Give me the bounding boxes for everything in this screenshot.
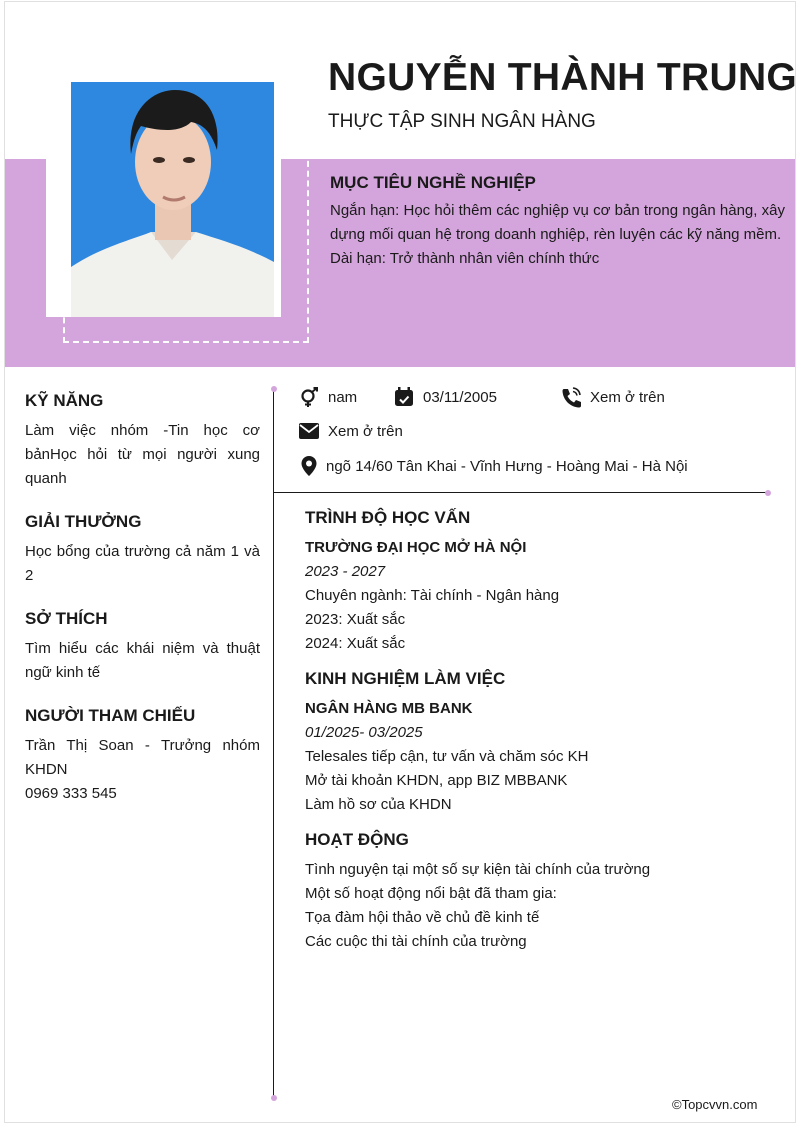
calendar-icon — [393, 386, 415, 408]
education-period: 2023 - 2027 — [305, 563, 386, 580]
location-icon — [298, 455, 320, 477]
awards-text: Học bổng của trường cả năm 1 và 2 — [25, 543, 260, 584]
candidate-name: NGUYỄN THÀNH TRUNG — [328, 56, 798, 99]
hobbies-title: SỞ THÍCH — [25, 609, 108, 628]
footer-credit[interactable]: ©Topcvvn.com — [672, 1097, 758, 1112]
phone-value: Xem ở trên — [590, 388, 665, 406]
contact-email — [298, 420, 403, 442]
activities-line: Các cuộc thi tài chính của trường — [305, 933, 527, 950]
contact-divider — [274, 492, 768, 493]
address-value: ngõ 14/60 Tân Khai - Vĩnh Hưng - Hoàng Mai - Hà Nội — [326, 457, 688, 475]
experience-title: KINH NGHIỆM LÀM VIỆC — [305, 669, 506, 688]
hobbies-text: Tìm hiểu các khái niệm và thuật ngữ kinh tế — [25, 640, 260, 681]
awards-title: GIẢI THƯỞNG — [25, 512, 142, 531]
education-section — [305, 508, 775, 656]
profile-photo — [71, 82, 274, 317]
activities-title: HOẠT ĐỘNG — [305, 830, 409, 849]
contact-gender — [298, 386, 357, 408]
activities-line: Tình nguyện tại một số sự kiện tài chính của trường — [305, 861, 651, 878]
education-line: 2023: Xuất sắc — [305, 611, 406, 628]
column-divider — [273, 389, 274, 1098]
left-column — [25, 391, 260, 827]
experience-line: Mở tài khoản KHDN, app BIZ MBBANK — [305, 772, 568, 789]
activities-line: Một số hoạt động nổi bật đã tham gia: — [305, 885, 557, 902]
reference-person: Trần Thị Soan - Trưởng nhóm KHDN — [25, 737, 260, 778]
education-title: TRÌNH ĐỘ HỌC VẤN — [305, 508, 471, 527]
email-icon — [298, 420, 320, 442]
gender-value: nam — [328, 388, 358, 406]
skills-title: KỸ NĂNG — [25, 391, 104, 410]
objective-short-term: Ngắn hạn: Học hỏi thêm các nghiệp vụ cơ bản trong ngân hàng, xây dựng mối quan hệ trong doanh nghiệp, rèn luyện các kỹ năng mềm. — [330, 202, 785, 243]
birthday-value: 03/11/2005 — [423, 388, 497, 406]
education-line: Chuyên ngành: Tài chính - Ngân hàng — [305, 587, 560, 604]
divider-dot-bottom — [271, 1095, 277, 1101]
activities-section — [305, 830, 775, 954]
activities-line: Tọa đàm hội thảo về chủ đề kinh tế — [305, 909, 540, 926]
email-value: Xem ở trên — [328, 422, 403, 440]
contact-phone — [560, 386, 665, 408]
objective-title: MỤC TIÊU NGHỀ NGHIỆP — [330, 173, 536, 192]
experience-section — [305, 669, 775, 817]
education-line: 2024: Xuất sắc — [305, 635, 406, 652]
experience-line: Làm hồ sơ của KHDN — [305, 796, 452, 813]
gender-icon — [298, 386, 320, 408]
skills-text: Làm việc nhóm -Tin học cơ bảnHọc hỏi từ mọi người xung quanh — [25, 422, 260, 487]
contact-address — [298, 455, 688, 477]
reference-text — [25, 734, 260, 806]
experience-company: NGÂN HÀNG MB BANK — [305, 700, 473, 717]
divider-dot-top — [271, 386, 277, 392]
right-column — [305, 508, 775, 967]
experience-line: Telesales tiếp cận, tư vấn và chăm sóc KH — [305, 748, 589, 765]
education-school: TRƯỜNG ĐẠI HỌC MỞ HÀ NỘI — [305, 539, 527, 556]
reference-phone: 0969 333 545 — [25, 785, 117, 802]
contact-birthday — [393, 386, 497, 408]
divider-dot-right — [765, 490, 771, 496]
phone-icon — [560, 386, 582, 408]
objective-long-term: Dài hạn: Trở thành nhân viên chính thức — [330, 250, 600, 267]
experience-period: 01/2025- 03/2025 — [305, 724, 423, 741]
candidate-role: THỰC TẬP SINH NGÂN HÀNG — [328, 111, 596, 132]
objective-text — [330, 199, 785, 271]
reference-title: NGƯỜI THAM CHIẾU — [25, 706, 196, 725]
